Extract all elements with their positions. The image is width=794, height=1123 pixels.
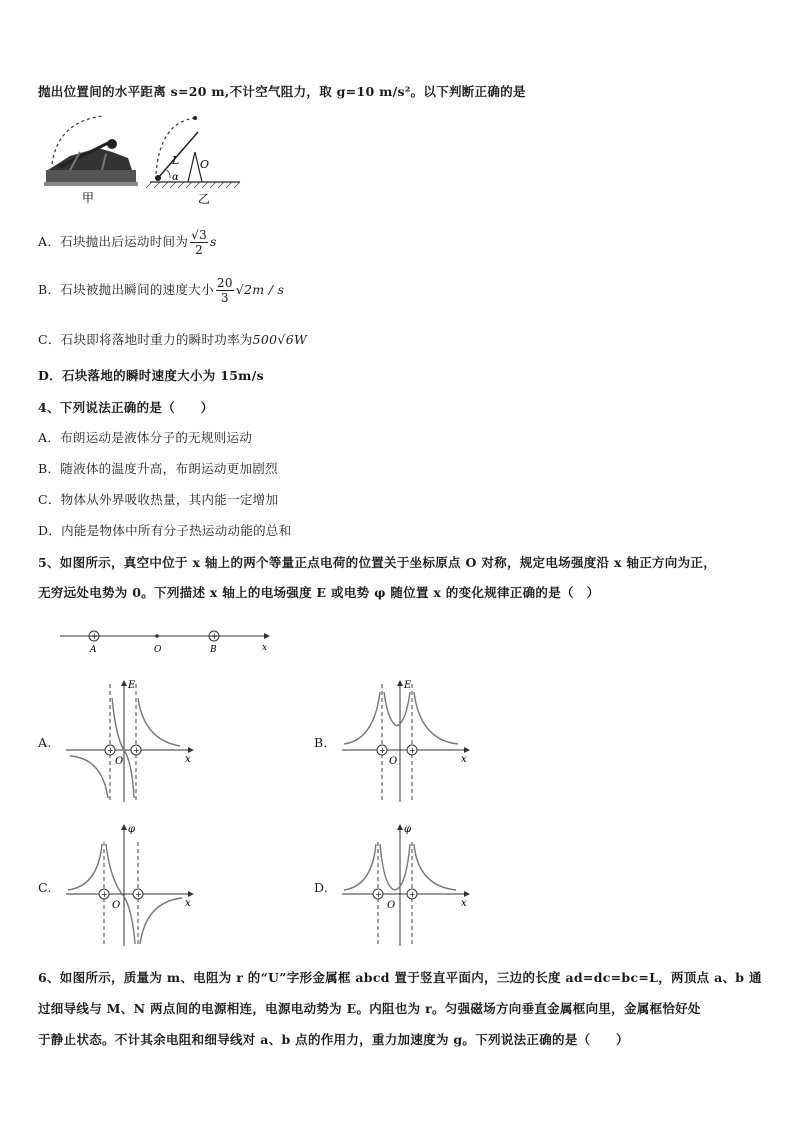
q3-option-b-fraction <box>216 276 234 305</box>
q3-option-b-den: 3 <box>220 291 229 305</box>
catapult-figure <box>40 112 250 207</box>
q5-option-b-label: B. <box>314 735 328 750</box>
axis-label-O: O <box>154 645 162 655</box>
q3-option-c-value: 500√6W <box>252 332 308 347</box>
q4-option-c: C．物体从外界吸收热量，其内能一定增加 <box>38 492 279 507</box>
graph-a-O-label: O <box>115 756 124 767</box>
q4-stem: 4、下列说法正确的是（ ） <box>38 400 214 415</box>
svg-text:+: + <box>107 746 114 755</box>
graph-c-O-label: O <box>112 900 121 911</box>
graph-c-phi-label: φ <box>128 824 136 835</box>
graph-b-E-label: E <box>404 680 412 691</box>
q3-option-b <box>38 276 284 305</box>
svg-text:+: + <box>211 632 218 641</box>
graph-b-O-label: O <box>389 756 398 767</box>
label-O: O <box>200 158 210 171</box>
q3-option-a-text: A．石块抛出后运动时间为 <box>38 234 189 249</box>
graph-c-x-label: x <box>185 898 191 909</box>
graph-a-E-label: E <box>128 680 136 691</box>
svg-text:+: + <box>101 890 108 899</box>
graph-b-E <box>338 678 478 804</box>
q3-option-a <box>38 228 217 257</box>
q5-option-d-label: D. <box>314 880 329 895</box>
q3-option-a-num: √3 <box>191 228 208 242</box>
q3-option-c <box>38 330 307 348</box>
q6-stem-line1: 6、如图所示，质量为 m、电阻为 r 的“U”字形金属框 abcd 置于竖直平面内，三边的长度 ad=dc=bc=L，两顶点 a、b 通 <box>38 970 762 985</box>
graph-a-E <box>62 678 202 804</box>
svg-text:+: + <box>135 890 142 899</box>
graph-d-phi-label: φ <box>404 824 412 835</box>
axis-label-A: A <box>90 645 97 655</box>
q5-stem-line1: 5、如图所示，真空中位于 x 轴上的两个等量正点电荷的位置关于坐标原点 O 对称，规定电场强度沿 x 轴正方向为正， <box>38 555 717 570</box>
q3-option-c-text: C．石块即将落地时重力的瞬时功率为 <box>38 332 253 347</box>
catapult-jia-illustration <box>44 116 138 186</box>
q4-option-b: B．随液体的温度升高，布朗运动更加剧烈 <box>38 461 278 476</box>
q4-option-d: D．内能是物体中所有分子热运动动能的总和 <box>38 523 292 538</box>
svg-text:+: + <box>91 632 98 641</box>
q3-option-d: D．石块落地的瞬时速度大小为 15m/s <box>38 368 264 383</box>
q3-intro: 抛出位置间的水平距离 s=20 m,不计空气阻力，取 g=10 m/s²。以下判断正确的是 <box>38 84 526 99</box>
axis-label-B: B <box>210 645 217 655</box>
q3-option-a-fraction <box>190 228 208 257</box>
q6-stem-line3: 于静止状态。不计其余电阻和细导线对 a、b 点的作用力，重力加速度为 g。下列说法正确的是（ ） <box>38 1032 629 1047</box>
graph-c-phi <box>62 822 202 948</box>
graph-d-O-label: O <box>387 900 396 911</box>
q3-option-b-text: B．石块被抛出瞬间的速度大小 <box>38 282 214 297</box>
axis-label-x: x <box>262 643 268 653</box>
q5-option-c-label: C. <box>38 880 52 895</box>
q4-option-a: A．布朗运动是液体分子的无规则运动 <box>38 430 253 445</box>
svg-text:+: + <box>375 890 382 899</box>
svg-text:+: + <box>133 746 140 755</box>
label-L: L <box>172 154 180 167</box>
graph-a-x-label: x <box>185 754 191 765</box>
q5-option-a-label: A. <box>38 735 52 750</box>
q3-option-b-rest: √2m / s <box>235 282 285 297</box>
graph-d-x-label: x <box>461 898 467 909</box>
svg-text:+: + <box>409 746 416 755</box>
graph-b-x-label: x <box>461 754 467 765</box>
q3-option-a-den: 2 <box>195 243 204 257</box>
charge-axis-figure <box>58 626 278 656</box>
q5-stem-line2: 无穷远处电势为 0。下列描述 x 轴上的电场强度 E 或电势 φ 随位置 x 的变化规律正确的是（ ） <box>38 585 600 600</box>
catapult-yi-schematic <box>146 116 240 188</box>
q3-option-a-unit: s <box>210 234 217 249</box>
graph-d-phi <box>338 822 478 948</box>
label-yi: 乙 <box>198 192 211 206</box>
label-alpha: α <box>172 172 179 183</box>
q6-stem-line2: 过细导线与 M、N 两点间的电源相连，电源电动势为 E。内阻也为 r。匀强磁场方向垂直金属框向里，金属框恰好处 <box>38 1001 701 1016</box>
label-jia: 甲 <box>82 191 95 205</box>
svg-text:+: + <box>379 746 386 755</box>
svg-text:+: + <box>409 890 416 899</box>
q3-option-b-num: 20 <box>216 276 233 290</box>
